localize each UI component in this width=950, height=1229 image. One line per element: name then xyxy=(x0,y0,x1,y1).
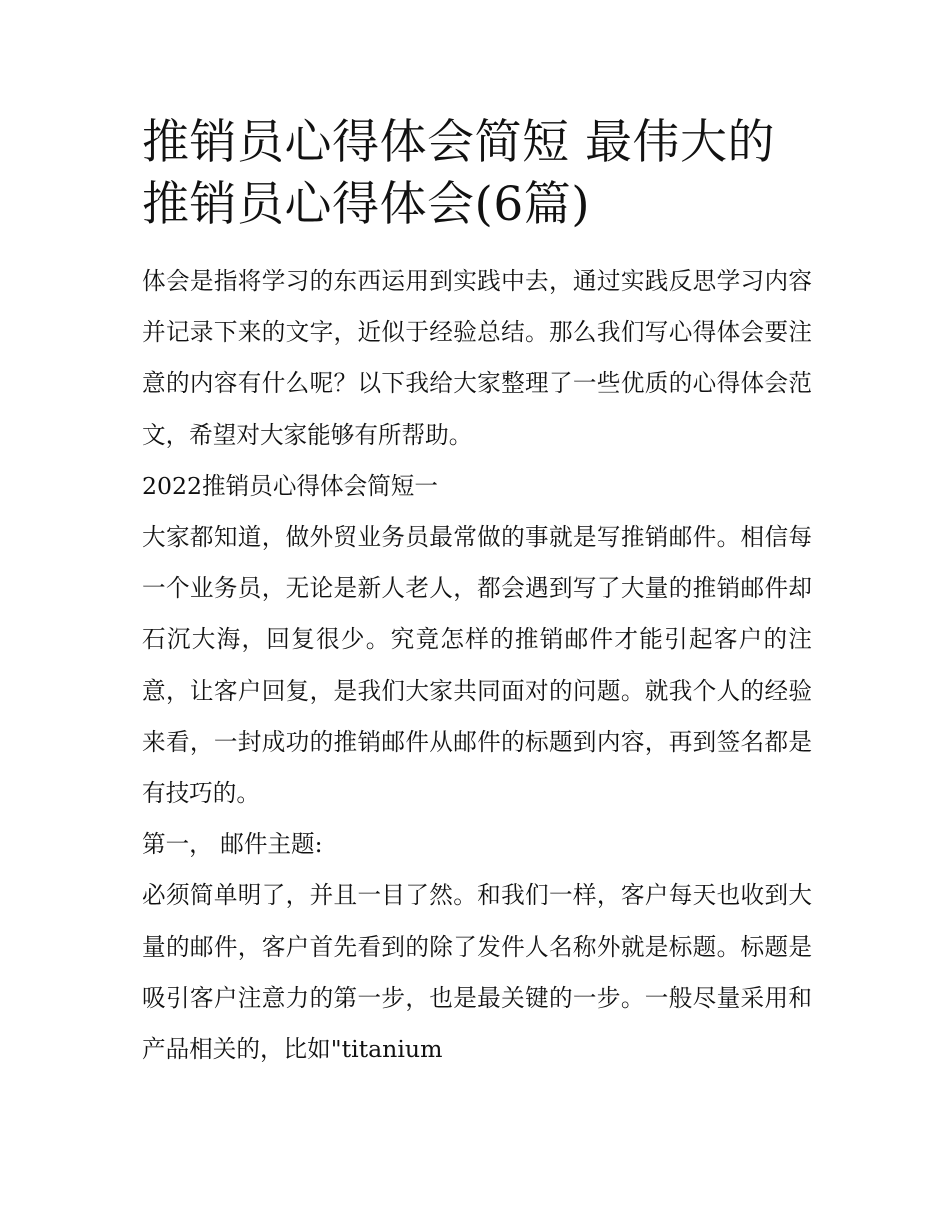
body-paragraph-2: 必须简单明了，并且一目了然。和我们一样，客户每天也收到大量的邮件，客户首先看到的除了发件人名称外就是标题。标题是吸引客户注意力的第一步，也是最关键的一步。一般尽量采用和产品相关的，比如"titanium xyxy=(142,881,812,1064)
sub-heading: 第一， 邮件主题: xyxy=(142,830,323,859)
document-page xyxy=(142,112,812,1075)
document-title: 推销员心得体会简短 最伟大的推销员心得体会(6篇) xyxy=(142,115,775,232)
section-heading: 2022推销员心得体会简短一 xyxy=(142,471,438,500)
body-paragraph-1: 大家都知道，做外贸业务员最常做的事就是写推销邮件。相信每一个业务员，无论是新人老人，都会遇到写了大量的推销邮件却石沉大海，回复很少。究竟怎样的推销邮件才能引起客户的注意，让客户回复，是我们大家共同面对的问题。就我个人的经验来看，一封成功的推销邮件从邮件的标题到内容，再到签名都是有技巧的。 xyxy=(142,523,812,808)
intro-paragraph: 体会是指将学习的东西运用到实践中去，通过实践反思学习内容并记录下来的文字，近似于经验总结。那么我们写心得体会要注意的内容有什么呢？以下我给大家整理了一些优质的心得体会范文，希望对大家能够有所帮助。 xyxy=(142,267,812,449)
